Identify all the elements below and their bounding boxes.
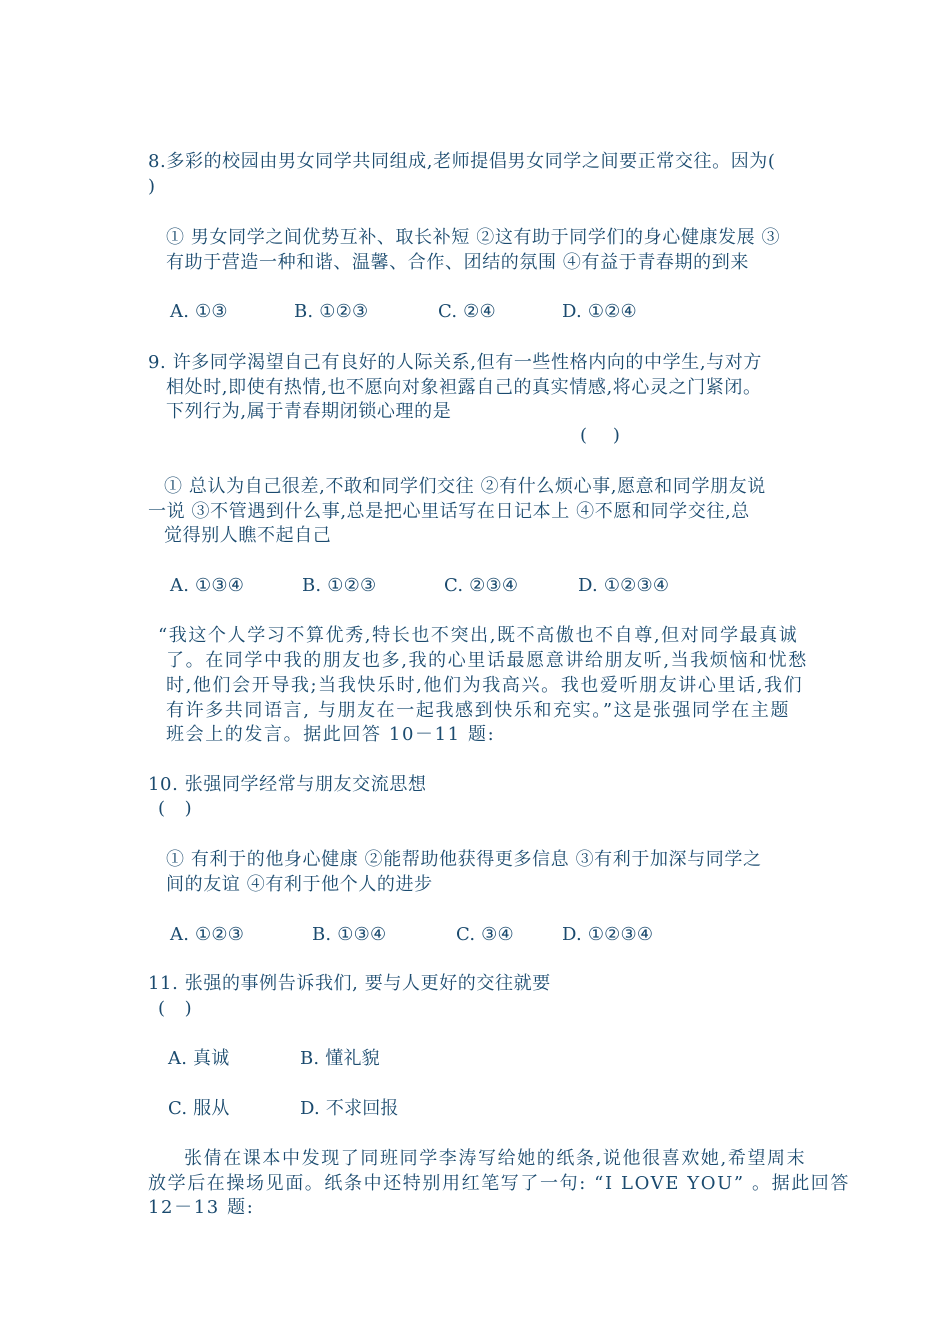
passage1-line-3: 时,他们会开导我;当我快乐时,他们为我高兴。我也爱听朋友讲心里话,我们	[166, 675, 804, 696]
q8-stem-line-1: 8.多彩的校园由男女同学共同组成,老师提倡男女同学之间要正常交往。因为(	[148, 151, 776, 172]
q10-stem: 10. 张强同学经常与朋友交流思想	[148, 774, 427, 795]
q10-option-a: A. ①②③	[170, 924, 245, 945]
q10-option-d: D. ①②③④	[562, 924, 654, 945]
q11-option-a: A. 真诚	[168, 1048, 230, 1069]
q11-answer-bracket: ( )	[158, 998, 193, 1019]
q8-option-a: A. ①③	[170, 301, 228, 322]
q9-option-b: B. ①②③	[302, 575, 377, 596]
q8-option-c: C. ②④	[438, 301, 496, 322]
q9-stem-line-2: 相处时,即使有热情,也不愿向对象袒露自己的真实情感,将心灵之门紧闭。	[166, 377, 762, 398]
q9-item-line-2: 一说 ③不管遇到什么事,总是把心里话写在日记本上 ④不愿和同学交往,总	[148, 501, 750, 522]
q10-option-c: C. ③④	[456, 924, 514, 945]
q11-option-c: C. 服从	[168, 1098, 230, 1119]
passage2-line-1: 张倩在课本中发现了同班同学李涛写给她的纸条,说他很喜欢她,希望周末	[184, 1148, 807, 1169]
passage1-line-5: 班会上的发言。据此回答 10－11 题:	[166, 724, 496, 745]
passage1-line-4: 有许多共同语言, 与朋友在一起我感到快乐和充实。”这是张强同学在主题	[166, 700, 791, 721]
q10-answer-bracket: ( )	[158, 798, 193, 819]
q9-item-line-1: ① 总认为自己很差,不敢和同学们交往 ②有什么烦心事,愿意和同学朋友说	[164, 476, 766, 497]
q8-option-d: D. ①②④	[562, 301, 637, 322]
q11-option-b: B. 懂礼貌	[300, 1048, 380, 1069]
q9-stem-line-3: 下列行为,属于青春期闭锁心理的是	[166, 401, 452, 422]
q10-item-line-1: ① 有利于的他身心健康 ②能帮助他获得更多信息 ③有利于加深与同学之	[166, 849, 762, 870]
q9-stem-line-1: 9. 许多同学渴望自己有良好的人际关系,但有一些性格内向的中学生,与对方	[148, 352, 762, 373]
q9-option-d: D. ①②③④	[578, 575, 670, 596]
passage2-line-2: 放学后在操场见面。纸条中还特别用红笔写了一句: “I LOVE YOU” 。据此回答	[148, 1173, 851, 1194]
passage1-line-1: “我这个人学习不算优秀,特长也不突出,既不高傲也不自尊,但对同学最真诚	[158, 625, 799, 646]
q11-option-d: D. 不求回报	[300, 1098, 399, 1119]
q10-item-line-2: 间的友谊 ④有利于他个人的进步	[166, 874, 433, 895]
q8-stem-line-2: )	[148, 176, 156, 197]
passage2-line-3: 12－13 题:	[148, 1197, 255, 1218]
q9-option-c: C. ②③④	[444, 575, 519, 596]
passage1-line-2: 了。在同学中我的朋友也多,我的心里话最愿意讲给朋友听,当我烦恼和忧愁	[166, 650, 808, 671]
q9-option-a: A. ①③④	[170, 575, 245, 596]
q9-answer-bracket: ( )	[580, 425, 621, 446]
q10-option-b: B. ①③④	[312, 924, 387, 945]
q8-item-line-1: ① 男女同学之间优势互补、取长补短 ②这有助于同学们的身心健康发展 ③	[166, 227, 781, 248]
q9-item-line-3: 觉得别人瞧不起自己	[164, 525, 332, 546]
q8-item-line-2: 有助于营造一种和谐、温馨、合作、团结的氛围 ④有益于青春期的到来	[166, 252, 749, 273]
q11-stem: 11. 张强的事例告诉我们, 要与人更好的交往就要	[148, 973, 551, 994]
q8-option-b: B. ①②③	[294, 301, 369, 322]
